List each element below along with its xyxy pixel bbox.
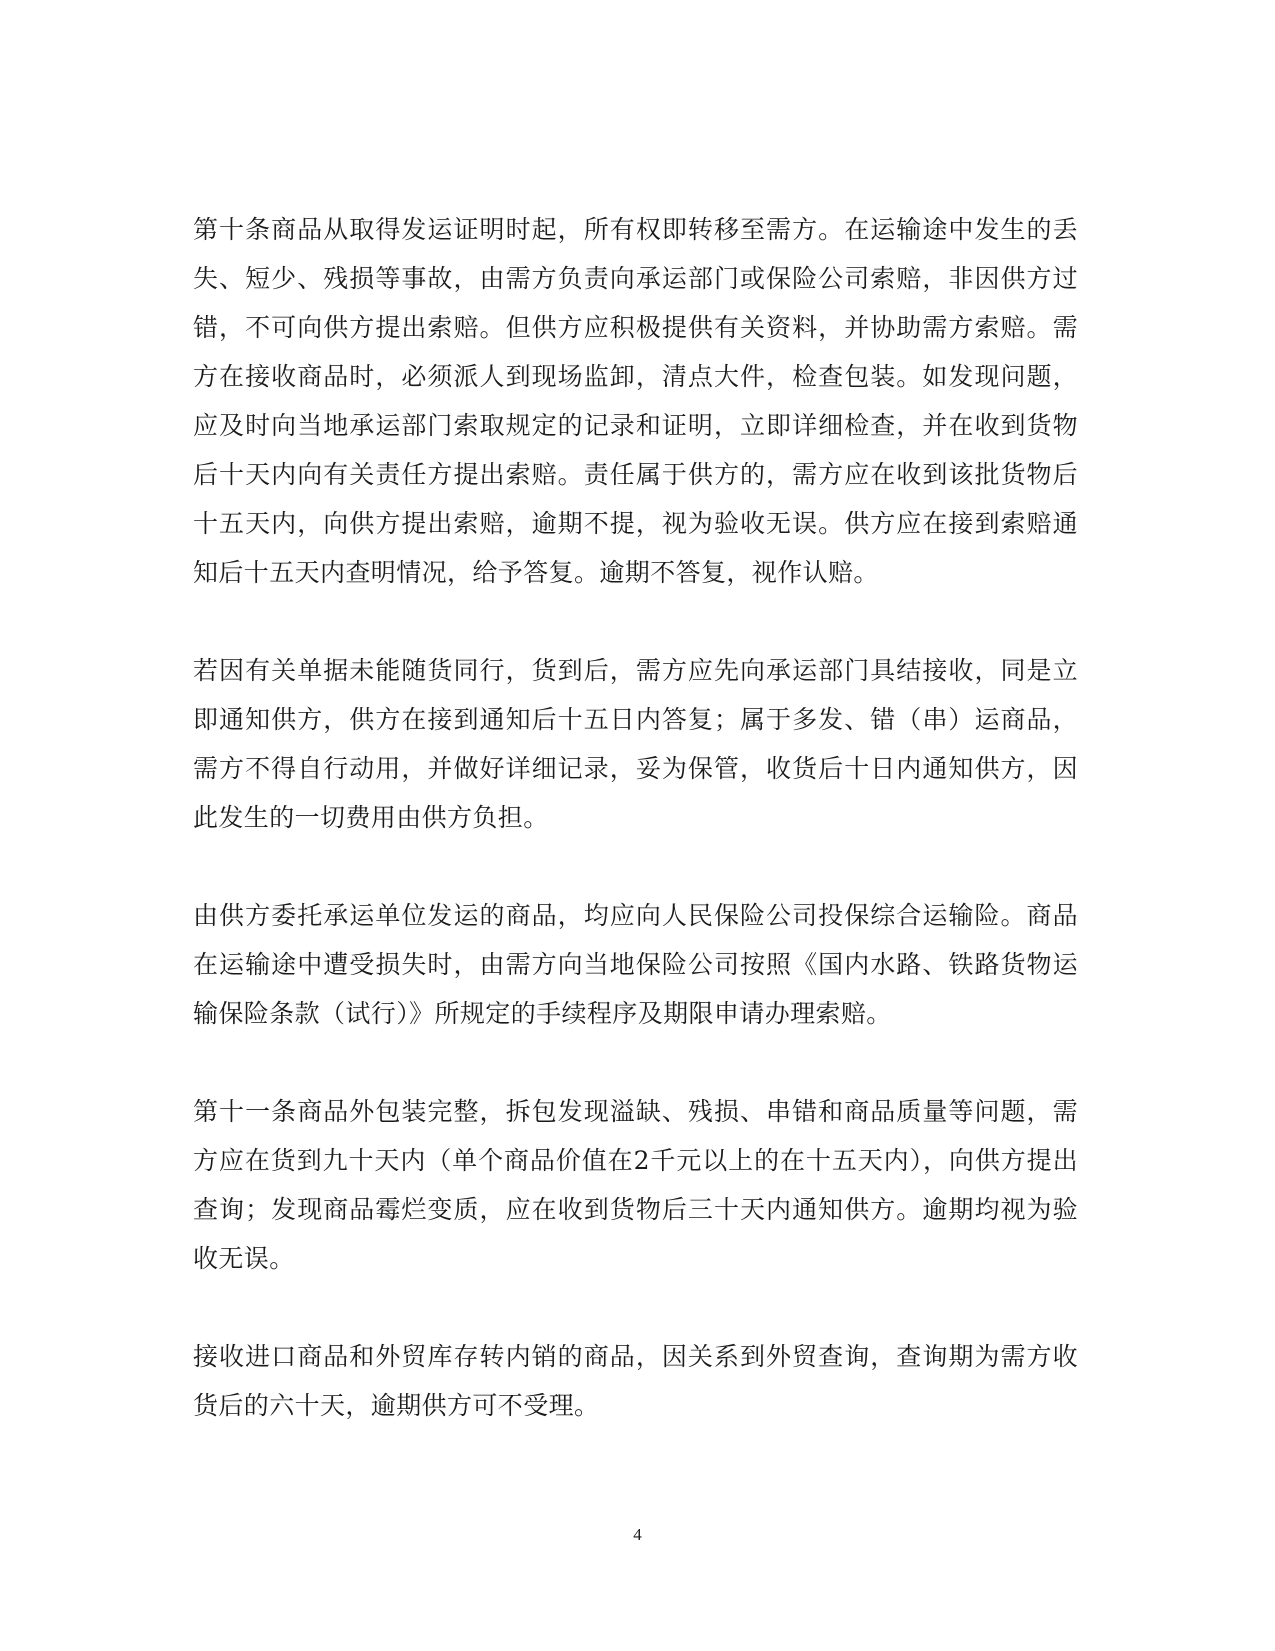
document-body: [193, 205, 1078, 1430]
paragraph-import-goods: 接收进口商品和外贸库存转内销的商品，因关系到外贸查询，查询期为需方收货后的六十天，逾期供方可不受理。: [193, 1342, 1078, 1420]
paragraph-article-11: 第十一条商品外包装完整，拆包发现溢缺、残损、串错和商品质量等问题，需方应在货到九十天内（单个商品价值在2千元以上的在十五天内），向供方提出查询；发现商品霉烂变质，应在收到货物后三十天内通知供方。逾期均视为验收无误。: [193, 1097, 1078, 1273]
page-number: 4: [633, 1525, 642, 1544]
paragraph-article-10: 第十条商品从取得发运证明时起，所有权即转移至需方。在运输途中发生的丢失、短少、残损等事故，由需方负责向承运部门或保险公司索赔，非因供方过错，不可向供方提出索赔。但供方应积极提供有关资料，并协助需方索赔。需方在接收商品时，必须派人到现场监卸，清点大件，检查包装。如发现问题，应及时向当地承运部门索取规定的记录和证明，立即详细检查，并在收到货物后十天内向有关责任方提出索赔。责任属于供方的，需方应在收到该批货物后十五天内，向供方提出索赔，逾期不提，视为验收无误。供方应在接到索赔通知后十五天内查明情况，给予答复。逾期不答复，视作认赔。: [193, 215, 1078, 587]
paragraph-insurance: 由供方委托承运单位发运的商品，均应向人民保险公司投保综合运输险。商品在运输途中遭受损失时，由需方向当地保险公司按照《国内水路、铁路货物运输保险条款（试行）》所规定的手续程序及期限申请办理索赔。: [193, 901, 1078, 1028]
paragraph-missing-documents: 若因有关单据未能随货同行，货到后，需方应先向承运部门具结接收，同是立即通知供方，供方在接到通知后十五日内答复；属于多发、错（串）运商品，需方不得自行动用，并做好详细记录，妥为保管，收货后十日内通知供方，因此发生的一切费用由供方负担。: [193, 656, 1078, 832]
